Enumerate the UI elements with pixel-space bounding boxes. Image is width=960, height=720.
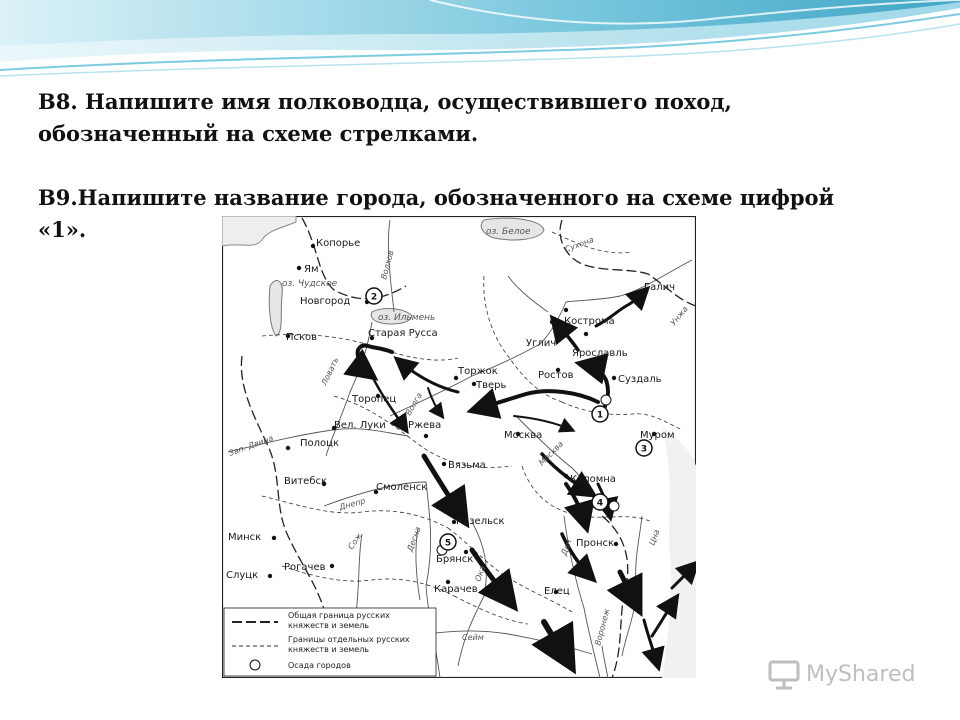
svg-text:4: 4 bbox=[596, 498, 604, 509]
city-minsk: Минск bbox=[228, 532, 262, 543]
city-novgorod: Новгород bbox=[300, 296, 351, 307]
city-slutsk: Слуцк bbox=[226, 570, 259, 581]
question-b8 bbox=[38, 86, 838, 150]
city-yam: Ям bbox=[304, 264, 319, 275]
historical-map bbox=[222, 216, 696, 678]
river-dnepr-label: Днепр bbox=[338, 496, 367, 512]
lake-chudskoe-label: оз. Чудское bbox=[282, 279, 338, 289]
lake-beloe-label: оз. Белое bbox=[486, 227, 531, 237]
city-rogachev: Рогачев bbox=[284, 562, 326, 573]
map-legend bbox=[224, 608, 436, 676]
city-kostroma: Кострома bbox=[564, 316, 615, 327]
city-galich: Галич bbox=[644, 282, 676, 293]
presentation-icon bbox=[768, 658, 800, 690]
watermark bbox=[768, 652, 938, 696]
city-rzheva: Ржева bbox=[408, 420, 442, 431]
legend-item1-line2: княжеств и земель bbox=[288, 621, 370, 630]
river-volga-label: Волга bbox=[403, 391, 425, 417]
header-wave-decoration bbox=[0, 0, 960, 90]
river-lovat-label: Ловать bbox=[319, 355, 341, 387]
watermark-text: MyShared bbox=[806, 661, 916, 687]
question-b9-line2: «1». bbox=[38, 217, 87, 242]
marker-5 bbox=[440, 534, 456, 550]
river-unzha-label: Унжа bbox=[668, 304, 690, 328]
city-kozelsk: Козельск bbox=[456, 516, 505, 527]
city-yaroslavl: Ярославль bbox=[572, 348, 628, 359]
river-oka-label: Ока bbox=[473, 564, 488, 583]
city-smolensk: Смоленск bbox=[376, 482, 428, 493]
river-voronezh-label: Воронеж bbox=[593, 607, 612, 647]
river-desna-label: Десна bbox=[405, 525, 423, 553]
marker-2 bbox=[366, 288, 382, 304]
legend-item2-line2: княжеств и земель bbox=[288, 645, 370, 654]
marker-4 bbox=[592, 494, 608, 510]
city-elets: Елец bbox=[544, 586, 570, 597]
river-zap-dvina-label: Зап. Двина bbox=[227, 433, 275, 458]
river-seym-label: Сейм bbox=[462, 633, 484, 642]
river-tsna-label: Цна bbox=[647, 528, 662, 547]
city-vel-luki: Вел. Луки bbox=[334, 420, 386, 431]
legend-item2-line1: Границы отдельных русских bbox=[288, 635, 410, 644]
svg-text:3: 3 bbox=[640, 444, 648, 455]
city-pskov: Псков bbox=[286, 332, 318, 343]
city-kolomna: Коломна bbox=[570, 474, 616, 485]
city-torzhok: Торжок bbox=[458, 366, 498, 377]
river-volkhov-label: Волхов bbox=[379, 249, 396, 281]
legend-item3: Осада городов bbox=[288, 661, 351, 670]
city-murom: Муром bbox=[640, 430, 675, 441]
svg-text:2: 2 bbox=[370, 292, 378, 303]
city-vitebsk: Витебск bbox=[284, 476, 328, 487]
lake-ilmen-label: оз. Ильмень bbox=[378, 313, 436, 323]
city-uglich: Углич bbox=[526, 338, 557, 349]
city-bryansk: Брянск bbox=[436, 554, 474, 565]
city-koporye: Копорье bbox=[316, 238, 361, 249]
river-don-label: Дон bbox=[559, 538, 574, 557]
city-rostov: Ростов bbox=[538, 370, 574, 381]
question-b8-line2: обозначенный на схеме стрелками. bbox=[38, 121, 479, 146]
river-sukhona-label: Сухона bbox=[563, 235, 595, 254]
question-b8-line1: В8. Напишите имя полководца, осуществившего поход, bbox=[38, 89, 732, 114]
city-karachev: Карачев bbox=[434, 584, 478, 595]
city-tver: Тверь bbox=[476, 380, 507, 391]
marker-1 bbox=[592, 406, 608, 422]
city-staraya-russa: Старая Русса bbox=[368, 328, 438, 339]
city-toropets: Торопец bbox=[352, 394, 397, 405]
river-sozh-label: Сож bbox=[346, 531, 364, 552]
city-polotsk: Полоцк bbox=[300, 438, 339, 449]
legend-item1-line1: Общая граница русских bbox=[288, 611, 390, 620]
marker-3 bbox=[636, 440, 652, 456]
svg-text:5: 5 bbox=[444, 538, 452, 549]
svg-text:1: 1 bbox=[596, 410, 604, 421]
river-moskva-label: Москва bbox=[537, 439, 566, 468]
city-vyazma: Вязьма bbox=[448, 460, 486, 471]
city-pronsk: Пронск bbox=[576, 538, 615, 549]
question-b9-line1: В9.Напишите название города, обозначенного на схеме цифрой bbox=[38, 185, 835, 210]
siege-icon bbox=[250, 660, 260, 670]
city-suzdal: Суздаль bbox=[618, 374, 662, 385]
city-moskva: Москва bbox=[504, 430, 543, 441]
